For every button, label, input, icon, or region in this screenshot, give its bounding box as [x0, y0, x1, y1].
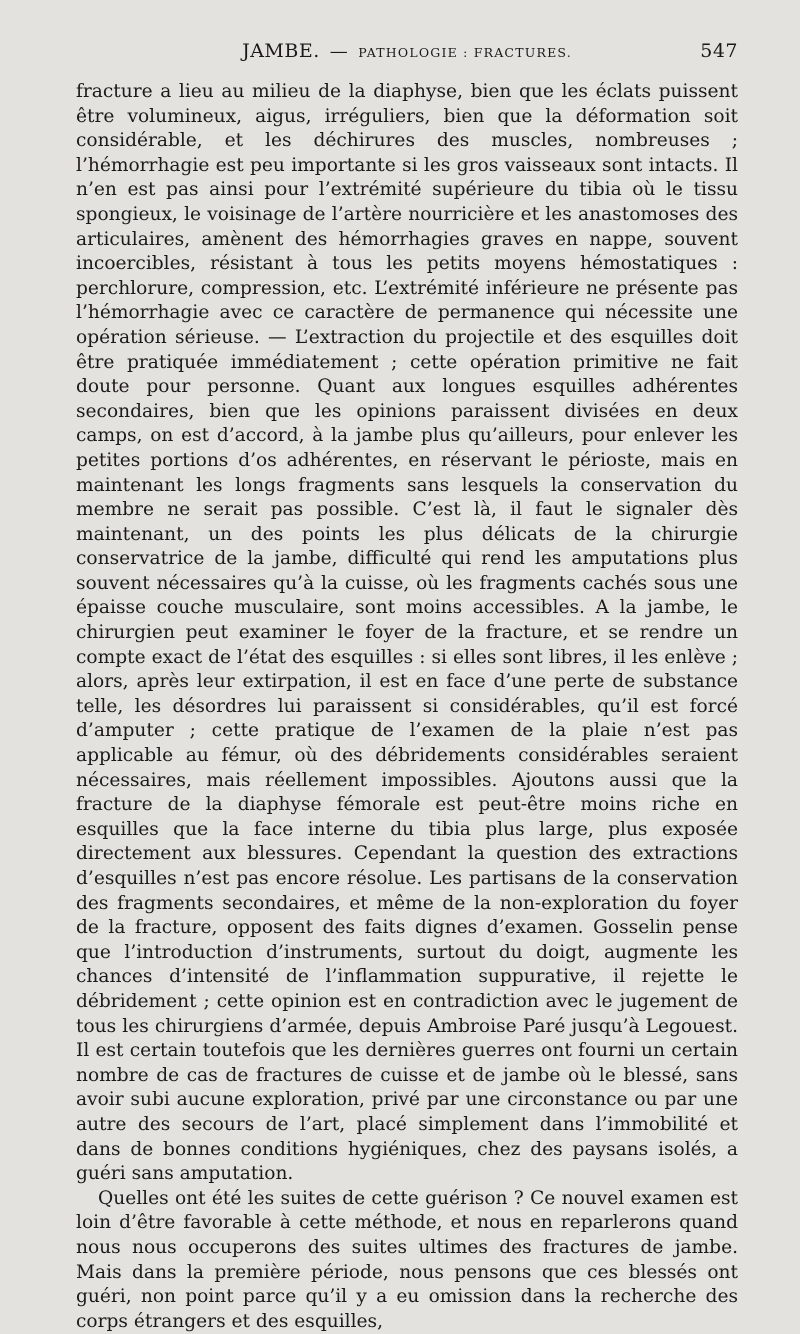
paragraph-continued: fracture a lieu au milieu de la diaphyse, bien que les éclats puissent être volumineux, aigus, irréguliers, bien que la déformation soit considérable, et les déchirures des muscles, nombreuses ; l’hémorrhagie est peu importante si les gros vaisseaux sont intacts. Il n’en est pas ainsi pour l’extrémité supérieure du tibia où le tissu spongieux, le voisinage de l’artère nourricière et les anastomoses des articulaires, amènent des hémorrhagies graves en nappe, souvent incoercibles, résistant à tous les petits moyens hémostatiques : perchlorure, compression, etc. L’extrémité inférieure ne présente pas l’hémorrhagie avec ce caractère de permanence qui nécessite une opération sérieuse. — L’extraction du projectile et des esquilles doit être pratiquée immédiatement ; cette opération primitive ne fait doute pour personne. Quant aux longues esquilles adhérentes secondaires, bien que les opinions paraissent divisées en deux camps, on est d’accord, à la jambe plus qu’ailleurs, pour enlever les petites portions d’os adhérentes, en réservant le périoste, mais en maintenant les longs fragments sans lesquels la conservation du membre ne serait pas possible. C’est là, il faut le signaler dès maintenant, un des points les plus délicats de la chirurgie conservatrice de la jambe, difficulté qui rend les amputations plus souvent nécessaires qu’à la cuisse, où les fragments cachés sous une épaisse couche musculaire, sont moins accessibles. A la jambe, le chirurgien peut examiner le foyer de la fracture, et se rendre un compte exact de l’état des esquilles : si elles sont libres, il les enlève ; alors, après leur extirpation, il est en face d’une perte de substance telle, les désordres lui paraissent si considérables, qu’il est forcé d’amputer ; cette pratique de l’examen de la plaie n’est pas applicable au fémur, où des débridements considérables seraient nécessaires, mais réellement impossibles. Ajoutons aussi que la fracture de la diaphyse fémorale est peut-être moins riche en esquilles que la face interne du tibia plus large, plus exposée directement aux blessures. Cependant la question des extractions d’esquilles n’est pas encore résolue. Les partisans de la conservation des fragments secondaires, et même de la non-exploration du foyer de la fracture, opposent des faits dignes d’examen. Gosselin pense que l’introduction d’instruments, surtout du doigt, augmente les chances d’intensité de l’inflammation suppurative, il rejette le débridement ; cette opinion est en contradiction avec le jugement de tous les chirurgiens d’armée, depuis Ambroise Paré jusqu’à Legouest. Il est certain toutefois que les dernières guerres ont fourni un certain nombre de cas de fractures de cuisse et de jambe où le blessé, sans avoir subi aucune exploration, privé par une circonstance ou par une autre des secours de l’art, placé simplement dans l’immobilité et dans de bonnes conditions hygiéniques, chez des paysans isolés, a guéri sans amputation.: [76, 81, 738, 1185]
header-subtitle: PATHOLOGIE : FRACTURES.: [358, 45, 572, 60]
paragraph: Quelles ont été les suites de cette guérison ? Ce nouvel examen est loin d’être favorable à cette méthode, et nous en reparlerons quand nous nous occuperons des suites ultimes des fractures de jambe. Mais dans la première période, nous pensons que ces blessés ont guéri, non point parce qu’il y a eu omission dans la recherche des corps étrangers et des esquilles,: [76, 1187, 738, 1332]
page-number: 547: [700, 40, 738, 62]
running-title: JAMBE.: [242, 40, 320, 62]
running-header: [76, 40, 738, 74]
header-separator: —: [329, 41, 349, 62]
body-text: [76, 80, 738, 1334]
